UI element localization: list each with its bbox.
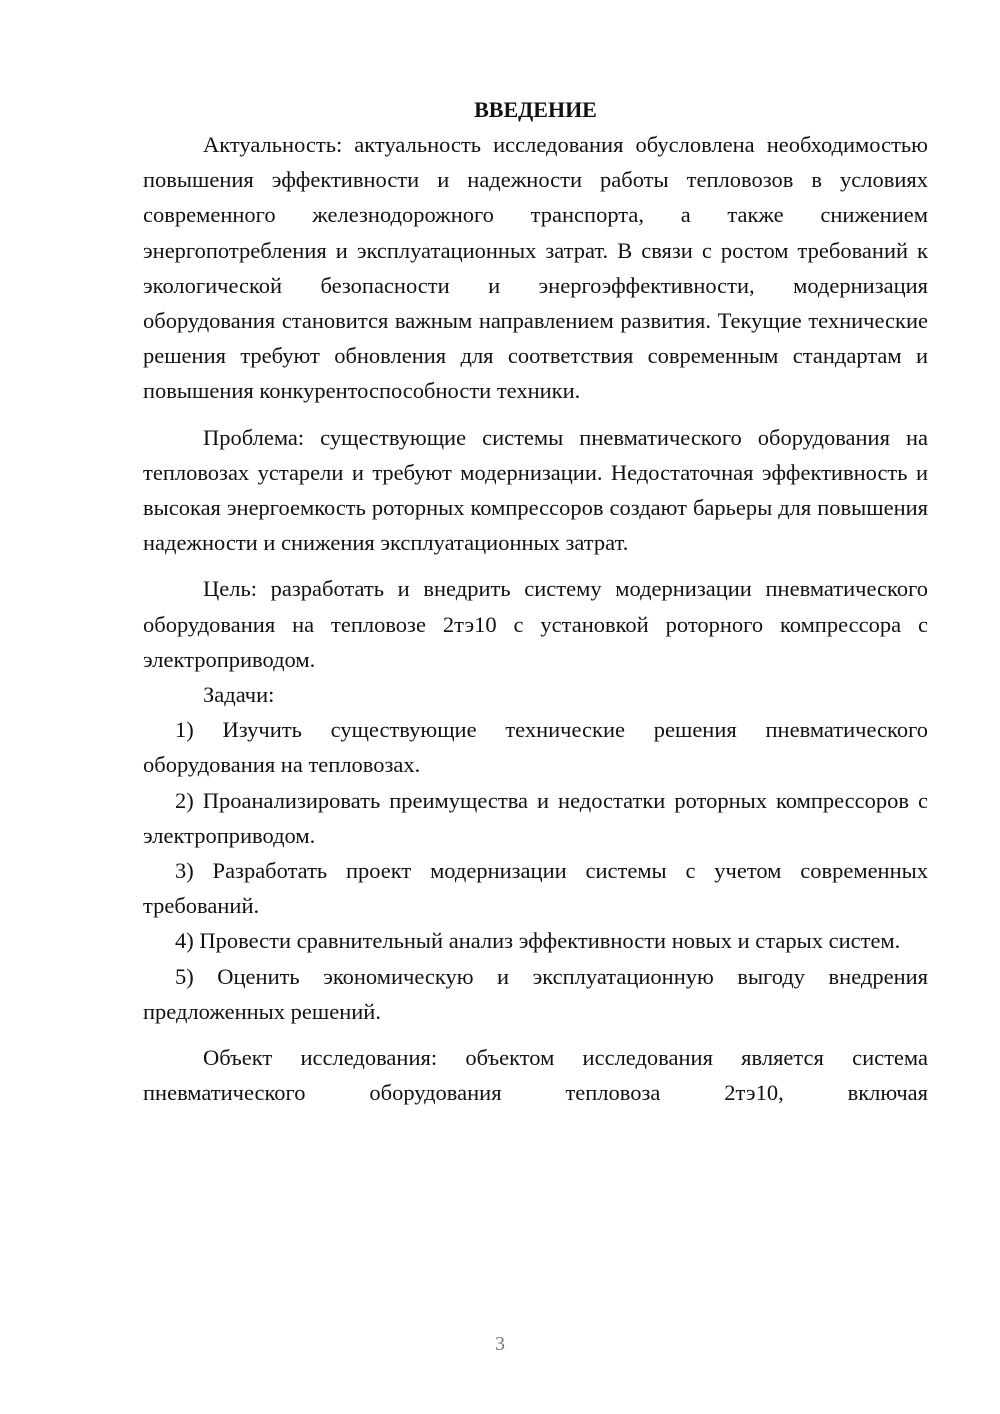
page-number: 3 [495,1333,505,1355]
paragraph-relevance: Актуальность: актуальность исследования обусловлена необходимостью повышения эффективности и надежности работы тепловозов в условиях современного железнодорожного транспорта, а также снижением энергопотребления и эксплуатационных затрат. В связи с ростом требований к экологической безопасности и энергоэффективности, модернизация оборудования становится важным направлением развития. Текущие технические решения требуют обновления для соответствия современным стандартам и повышения конкурентоспособности техники. [143,132,928,404]
task-item-4: 4) Провести сравнительный анализ эффективности новых и старых систем. [175,928,901,954]
paragraph-problem: Проблема: существующие системы пневматического оборудования на тепловозах устарели и требуют модернизации. Недостаточная эффективность и высокая энергоемкость роторных компрессоров создают барьеры для повышения надежности и снижения эксплуатационных затрат. [143,424,928,556]
task-item-5: 5) Оценить экономическую и эксплуатационную выгоду внедрения предложенных решений. [143,963,928,1024]
task-item-1: 1) Изучить существующие технические решения пневматического оборудования на тепловозах. [143,717,928,778]
section-heading: ВВЕДЕНИЕ [474,97,597,122]
task-item-3: 3) Разработать проект модернизации системы с учетом современных требований. [143,858,928,919]
paragraph-goal: Цель: разработать и внедрить систему модернизации пневматического оборудования на тепловозе 2тэ10 с установкой роторного компрессора с электроприводом. [143,576,928,672]
page-content [143,92,928,1110]
task-item-2: 2) Проанализировать преимущества и недостатки роторных компрессоров с электроприводом. [143,787,928,848]
paragraph-object: Объект исследования: объектом исследования является система пневматического оборудования тепловоза 2тэ10, включая [143,1045,928,1106]
tasks-label: Задачи: [203,682,275,708]
